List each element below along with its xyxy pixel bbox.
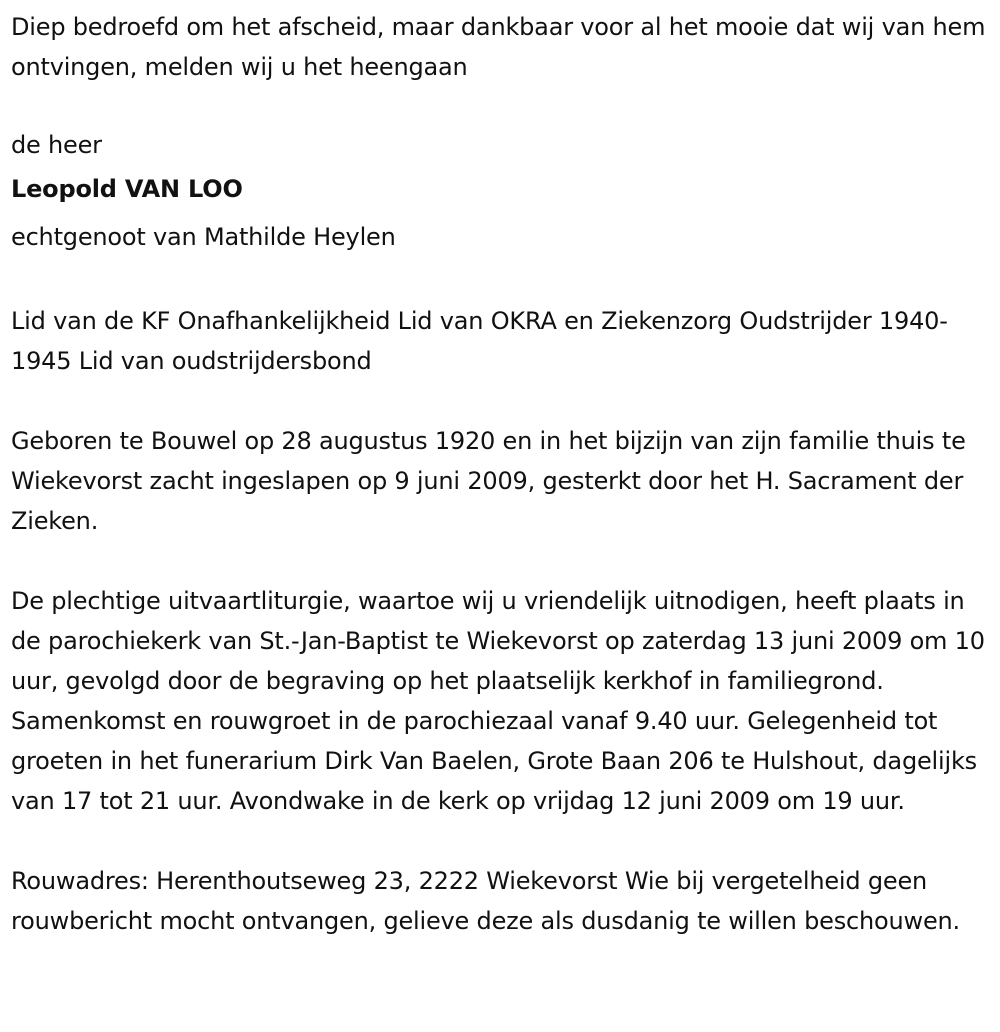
salutation: de heer bbox=[11, 131, 102, 159]
spouse-line: echtgenoot van Mathilde Heylen bbox=[11, 223, 396, 251]
intro-paragraph: Diep bedroefd om het afscheid, maar dankbaar voor al het mooie dat wij van hem ontvingen, melden wij u het heengaan bbox=[11, 13, 986, 81]
address-paragraph: Rouwadres: Herenthoutseweg 23, 2222 Wiekevorst Wie bij vergetelheid geen rouwbericht mocht ontvangen, gelieve deze als dusdanig te willen beschouwen. bbox=[11, 867, 960, 935]
death-notice bbox=[11, 7, 996, 981]
birth-death-paragraph: Geboren te Bouwel op 28 augustus 1920 en in het bijzijn van zijn familie thuis te Wiekevorst zacht ingeslapen op 9 juni 2009, gesterkt door het H. Sacrament der Zieken. bbox=[11, 427, 966, 535]
funeral-paragraph: De plechtige uitvaartliturgie, waartoe wij u vriendelijk uitnodigen, heeft plaats in de parochiekerk van St.-Jan-Baptist te Wiekevorst op zaterdag 13 juni 2009 om 10 uur, gevolgd door de begraving op het plaatselijk kerkhof in familiegrond. Samenkomst en rouwgroet in de parochiezaal vanaf 9.40 uur. Gelegenheid tot groeten in het funerarium Dirk Van Baelen, Grote Baan 206 te Hulshout, dagelijks van 17 tot 21 uur. Avondwake in de kerk op vrijdag 12 juni 2009 om 19 uur. bbox=[11, 587, 985, 815]
deceased-block bbox=[11, 125, 996, 261]
memberships-paragraph: Lid van de KF Onafhankelijkheid Lid van OKRA en Ziekenzorg Oudstrijder 1940-1945 Lid van oudstrijdersbond bbox=[11, 307, 948, 375]
deceased-name: Leopold VAN LOO bbox=[11, 175, 243, 203]
